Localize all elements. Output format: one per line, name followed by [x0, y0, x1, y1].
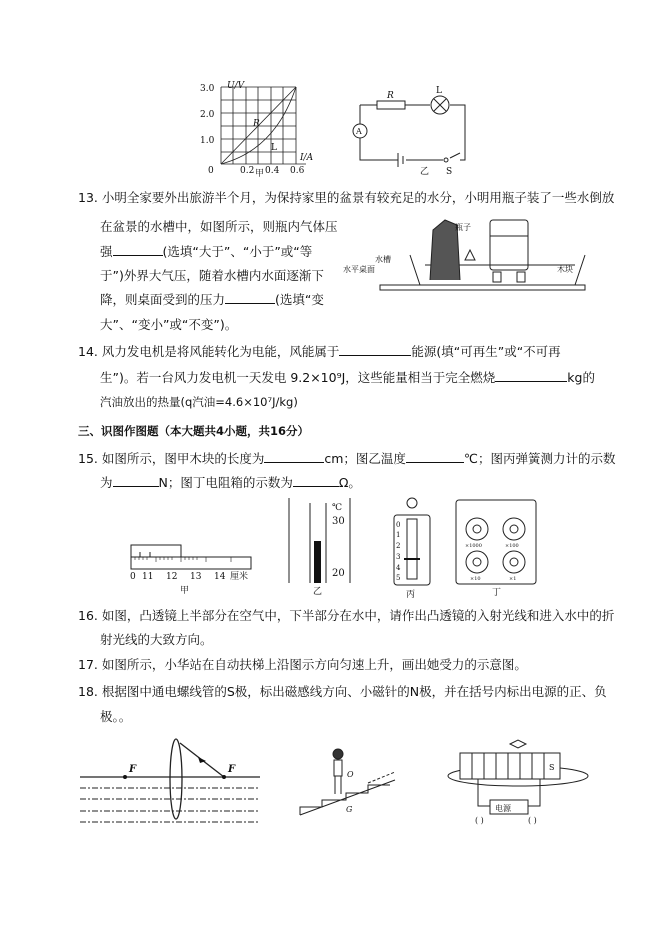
text: 15. 如图所示，图甲木块的长度为 [78, 451, 265, 466]
pole-label: S [549, 763, 555, 772]
q13-line1: 13. 小明全家要外出旅游半个月，为保持家里的盆景有较充足的水分，小明用瓶子装了一些水倒放 [78, 190, 615, 205]
x-tick: 0 [208, 166, 214, 176]
text: Ω。 [338, 475, 361, 490]
answer-blank[interactable] [495, 369, 567, 382]
x-axis-label: I/A [300, 153, 314, 163]
block-label: 木块 [557, 265, 573, 274]
curve-label: L [271, 143, 277, 153]
solenoid-figure [440, 738, 600, 828]
text: 强 [100, 244, 113, 259]
q13-line2: 在盆景的水槽中，如图所示，则瓶内气体压 [100, 219, 338, 234]
answer-blank[interactable] [264, 450, 324, 463]
text: 能源(填“可再生”或“不可再 [411, 344, 561, 359]
lamp-label: L [436, 86, 442, 96]
answer-bracket[interactable]: ( ) [475, 816, 484, 825]
text: ℃；图丙弹簧测力计的示数 [463, 451, 616, 466]
resistance-box-figure [455, 499, 540, 598]
y-axis-label: U/V [227, 81, 245, 91]
ruler-tick: 0 [130, 572, 136, 582]
text: 14. 风力发电机是将风能转化为电能，风能属于 [78, 344, 340, 359]
curve-label: R [253, 119, 260, 129]
ruler-tick: 14 [214, 572, 226, 582]
x-tick: 0.4 [265, 166, 280, 176]
dial-label: ×10 [470, 576, 481, 582]
scale-tick: 4 [396, 564, 401, 572]
figure-caption: 甲 [255, 169, 265, 179]
bottle-label: 瓶子 [455, 223, 471, 232]
focus-label: F [129, 764, 137, 775]
q15-line1 [78, 449, 615, 467]
thermometer-figure [288, 498, 353, 598]
q13-line6: 大”、“变小”或“不变”)。 [100, 317, 238, 332]
ruler-tick: 13 [190, 572, 202, 582]
answer-blank[interactable] [339, 343, 411, 356]
q18-line1: 18. 根据图中通电螺线管的S极，标出磁感线方向、小磁针的N极，并在括号内标出电源的正、负 [78, 684, 607, 699]
y-tick: 3.0 [200, 84, 215, 94]
q14-line1 [78, 342, 561, 360]
scale-tick: 0 [396, 521, 401, 529]
q16-line2: 射光线的大致方向。 [100, 632, 213, 647]
spring-scale-figure [392, 497, 432, 600]
text: 降，则桌面受到的压力 [100, 292, 226, 307]
circuit-figure [350, 86, 465, 177]
text: 生”)。若一台风力发电机一天发电 9.2×10⁹J，这些能量相当于完全燃烧 [100, 370, 496, 385]
scale-tick: 5 [396, 574, 401, 582]
text: 为 [100, 475, 113, 490]
focus-label: F [228, 764, 236, 775]
figure-caption: 乙 [420, 167, 430, 177]
figure-caption: 乙 [313, 587, 323, 597]
scale-tick: 2 [396, 542, 401, 550]
point-label: O [347, 770, 354, 779]
y-tick: 1.0 [200, 136, 215, 146]
answer-blank[interactable] [293, 474, 339, 487]
ruler-tick: 11 [142, 572, 154, 582]
q14-line2 [100, 368, 595, 386]
lens-figure [80, 737, 265, 822]
answer-blank[interactable] [225, 291, 275, 304]
answer-blank[interactable] [406, 450, 464, 463]
gravity-label: G [346, 805, 353, 814]
section-heading: 三、识图作图题（本大题共4小题，共16分） [78, 424, 310, 438]
q13-line3 [100, 242, 312, 260]
table-label: 水平桌面 [343, 265, 375, 274]
x-tick: 0.6 [290, 166, 305, 176]
x-tick: 0.2 [240, 166, 255, 176]
scale-tick: 3 [396, 553, 401, 561]
scale-tick: 1 [396, 531, 401, 539]
q16-line1: 16. 如图，凸透镜上半部分在空气中，下半部分在水中，请作出凸透镜的入射光线和进入水中的折 [78, 608, 615, 623]
escalator-figure [300, 740, 400, 820]
text: (选填“大于”、“小于”或“等 [162, 244, 313, 259]
q18-line2: 极。。 [100, 709, 132, 724]
text: N；图丁电阻箱的示数为 [158, 475, 293, 490]
figure-caption: 丁 [492, 588, 502, 598]
ruler-unit: 厘米 [230, 572, 249, 582]
ammeter-label: A [356, 127, 362, 136]
q17-line1: 17. 如图所示，小华站在自动扶梯上沿图示方向匀速上升，画出她受力的示意图。 [78, 657, 527, 672]
thermo-tick: 20 [332, 568, 345, 579]
q13-line5 [100, 290, 324, 308]
ruler-tick: 12 [166, 572, 178, 582]
answer-blank[interactable] [113, 474, 159, 487]
answer-bracket[interactable]: ( ) [528, 816, 537, 825]
figure-caption: 丙 [406, 590, 416, 600]
resistor-label: R [387, 91, 394, 101]
q15-line2 [100, 473, 361, 491]
text: kg的 [567, 370, 595, 385]
unit-label: ℃ [332, 503, 343, 513]
dial-label: ×100 [505, 543, 519, 549]
tank-label: 水槽 [375, 255, 391, 264]
thermo-tick: 30 [332, 516, 345, 527]
q13-line4: 于”)外界大气压，随着水槽内水面逐渐下 [100, 268, 324, 283]
q14-line3: 汽油放出的热量(q汽油=4.6×10⁷J/kg) [100, 395, 298, 409]
ruler-figure [130, 545, 260, 595]
text: (选填“变 [275, 292, 324, 307]
ui-graph-figure [200, 80, 320, 179]
figure-caption: 甲 [180, 586, 190, 596]
text: cm；图乙温度 [324, 451, 406, 466]
y-tick: 2.0 [200, 110, 215, 120]
dial-label: ×1000 [465, 543, 482, 549]
power-source-label: 电源 [495, 804, 511, 813]
answer-blank[interactable] [113, 243, 163, 256]
dial-label: ×1 [509, 576, 517, 582]
switch-label: S [446, 167, 453, 177]
bonsai-bottle-figure [335, 220, 585, 290]
